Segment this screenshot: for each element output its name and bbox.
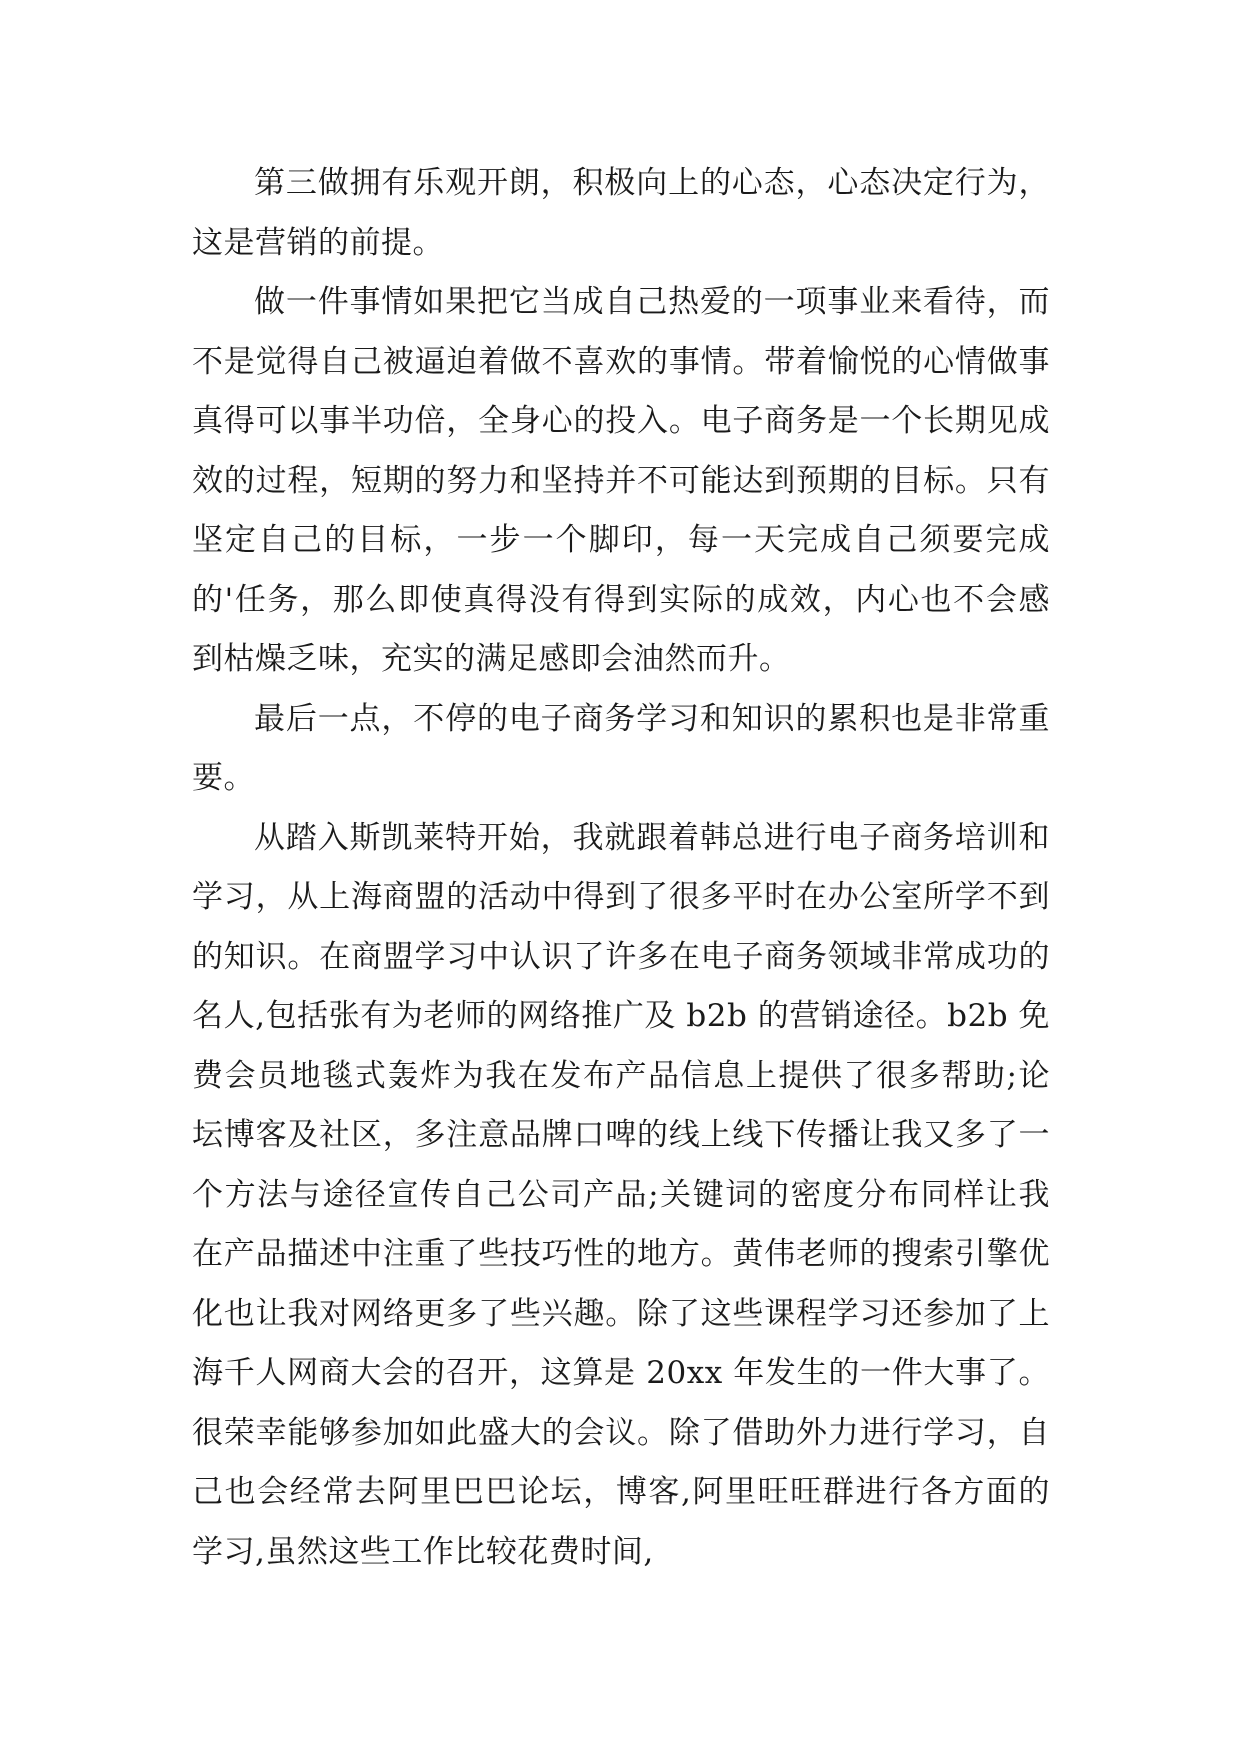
paragraph: 做一件事情如果把它当成自己热爱的一项事业来看待，而不是觉得自己被逼迫着做不喜欢的事情。带着愉悦的心情做事真得可以事半功倍，全身心的投入。电子商务是一个长期见成效的过程，短期的努力和坚持并不可能达到预期的目标。只有坚定自己的目标，一步一个脚印，每一天完成自己须要完成的'任务，那么即使真得没有得到实际的成效，内心也不会感到枯燥乏味，充实的满足感即会油然而升。	[192, 284, 1050, 677]
paragraph: 最后一点，不停的电子商务学习和知识的累积也是非常重要。	[192, 700, 1050, 796]
document-body	[192, 154, 1050, 1582]
paragraph: 第三做拥有乐观开朗，积极向上的心态，心态决定行为，这是营销的前提。	[192, 165, 1050, 261]
paragraph: 从踏入斯凯莱特开始，我就跟着韩总进行电子商务培训和学习，从上海商盟的活动中得到了很多平时在办公室所学不到的知识。在商盟学习中认识了许多在电子商务领域非常成功的名人,包括张有为老师的网络推广及 b2b 的营销途径。b2b 免费会员地毯式轰炸为我在发布产品信息上提供了很多帮助;论坛博客及社区，多注意品牌口啤的线上线下传播让我又多了一个方法与途径宣传自己公司产品;关键词的密度分布同样让我在产品描述中注重了些技巧性的地方。黄伟老师的搜索引擎优化也让我对网络更多了些兴趣。除了这些课程学习还参加了上海千人网商大会的召开，这算是 20xx 年发生的一件大事了。很荣幸能够参加如此盛大的会议。除了借助外力进行学习，自己也会经常去阿里巴巴论坛，博客,阿里旺旺群进行各方面的学习,虽然这些工作比较花费时间,	[192, 819, 1050, 1570]
